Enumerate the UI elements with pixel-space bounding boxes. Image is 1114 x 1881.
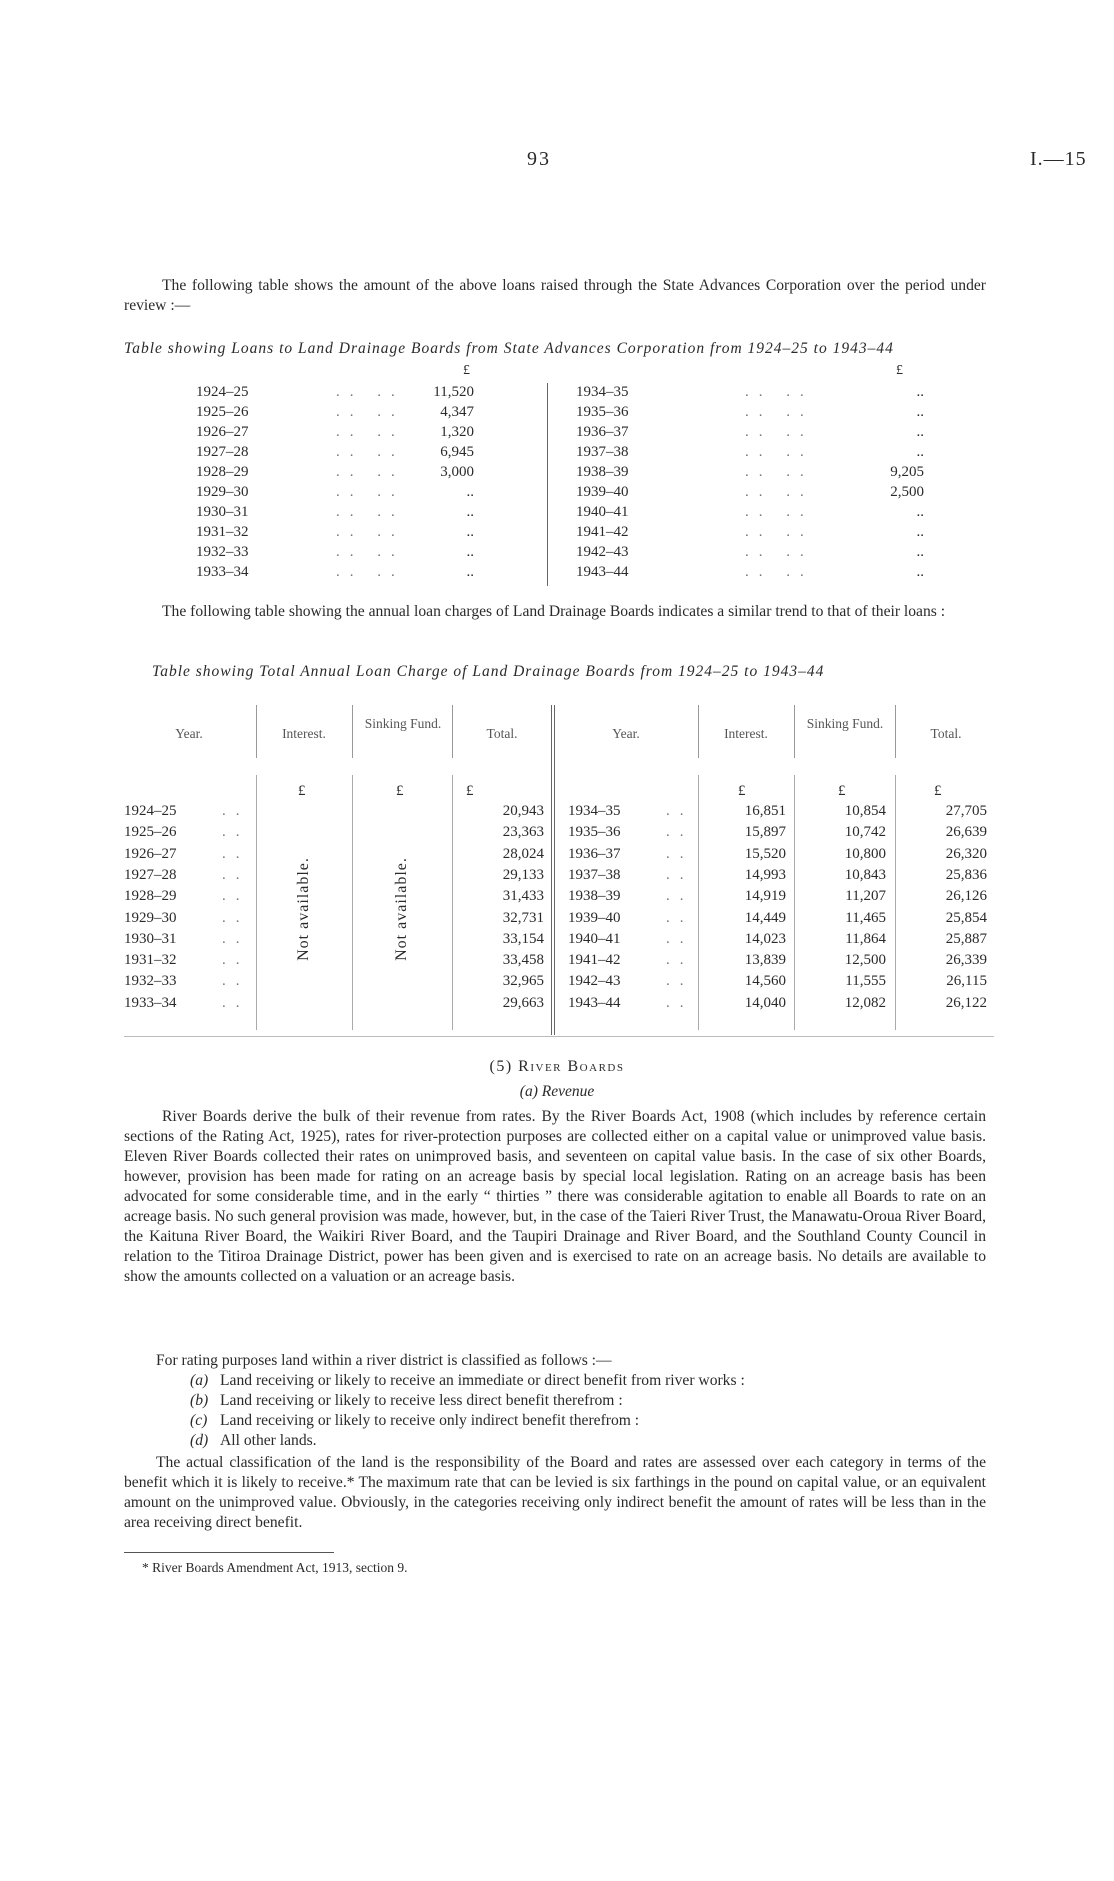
table1-value: .. (916, 384, 924, 400)
leader-dots: .. .. (745, 544, 814, 560)
leader-dots: .. .. (745, 484, 814, 500)
t2-header-interest-left: Interest. (282, 726, 326, 741)
table2-interest: 15,520 (744, 846, 786, 862)
list-item-label: (d) (190, 1432, 209, 1449)
table1-caption: Table showing Loans to Land Drainage Boards from State Advances Corporation from 1924–25 to 1943–44 (124, 340, 894, 357)
leader-dots: .. (666, 888, 694, 904)
table1-year: 1930–31 (196, 504, 249, 520)
table1-value: 2,500 (890, 484, 924, 500)
leader-dots: .. .. (745, 384, 814, 400)
table2-total: 27,705 (945, 803, 987, 819)
t2-header-sinking-right: Sinking Fund. (806, 716, 884, 731)
table2-interest: 13,839 (744, 952, 786, 968)
leader-dots: .. .. (745, 424, 814, 440)
table1-year: 1934–35 (576, 384, 629, 400)
intro-paragraph-2: The following table showing the annual loan charges of Land Drainage Boards indicates a similar trend to that of their loans : (162, 603, 946, 620)
t2-header-total-left: Total. (486, 726, 518, 741)
t2-header-year-right: Year. (612, 726, 640, 741)
table2-year: 1936–37 (568, 846, 621, 862)
t2-header-year-left: Year. (175, 726, 203, 741)
table2-sinking: 11,864 (845, 931, 886, 947)
table2-total: 20,943 (502, 803, 544, 819)
classification-paragraph: The actual classification of the land is the responsibility of the Board and rates are assessed over each category in terms of the benefit which it is likely to receive.* The maximum rate that can be levied is six farthings in the pound on capital value, or an equivalent amount on the unimproved value. Obviously, in the categories receiving only indirect benefit the amount of rates will be less than in the area receiving direct benefit. (124, 1454, 986, 1531)
table2-total: 33,154 (502, 931, 544, 947)
list-item (190, 1411, 986, 1431)
table2-total: 26,639 (945, 824, 987, 840)
table1-year: 1931–32 (196, 524, 249, 540)
table2-sinking: 11,555 (845, 973, 886, 989)
table1-value: .. (916, 404, 924, 420)
leader-dots: .. (222, 846, 250, 862)
table2-year: 1930–31 (124, 931, 177, 947)
table1-value: .. (466, 544, 474, 560)
leader-dots: .. (222, 973, 250, 989)
table2-interest: 14,040 (744, 995, 786, 1011)
table1-year: 1940–41 (576, 504, 629, 520)
table2-total: 26,320 (945, 846, 987, 862)
table1-year: 1927–28 (196, 444, 249, 460)
leader-dots: .. .. (336, 424, 405, 440)
leader-dots: .. (222, 867, 250, 883)
table2-year: 1943–44 (568, 995, 621, 1011)
table2-total: 26,115 (946, 973, 987, 989)
table2-sinking: 12,500 (844, 952, 886, 968)
table1-currency-right: £ (896, 363, 903, 378)
list-item-text: Land receiving or likely to receive only indirect benefit therefrom : (220, 1412, 640, 1429)
table2-total: 23,363 (502, 824, 544, 840)
table1-value: 6,945 (440, 444, 474, 460)
t2-header-sinking-left: Sinking Fund. (364, 716, 442, 731)
table1-value: 1,320 (440, 424, 474, 440)
table2-total: 25,887 (945, 931, 987, 947)
table1-year: 1932–33 (196, 544, 249, 560)
leader-dots: .. .. (336, 384, 405, 400)
table2-interest: 14,449 (744, 910, 786, 926)
sinking-not-available: Not available. (393, 857, 410, 961)
table2-interest: 14,919 (744, 888, 786, 904)
t2-currency-total-left: £ (466, 783, 474, 799)
list-item (190, 1371, 986, 1391)
table1-year: 1936–37 (576, 424, 629, 440)
table1-year: 1929–30 (196, 484, 249, 500)
leader-dots: .. (222, 995, 250, 1011)
table1-value: .. (916, 524, 924, 540)
table2-interest: 14,023 (744, 931, 786, 947)
list-item-text: Land receiving or likely to receive less direct benefit therefrom : (220, 1392, 623, 1409)
table1-year: 1939–40 (576, 484, 629, 500)
table2-total: 31,433 (502, 888, 544, 904)
leader-dots: .. .. (336, 484, 405, 500)
table2-year: 1938–39 (568, 888, 621, 904)
leader-dots: .. .. (745, 504, 814, 520)
table1-value: .. (466, 564, 474, 580)
table1-value: .. (916, 544, 924, 560)
leader-dots: .. (666, 973, 694, 989)
section-title: (5) River Boards (489, 1058, 625, 1075)
table1-value: 9,205 (890, 464, 924, 480)
leader-dots: .. .. (336, 544, 405, 560)
table2-total: 25,854 (945, 910, 987, 926)
t2-currency-sinking-right: £ (838, 783, 846, 799)
classification-list (190, 1371, 986, 1451)
table2-year: 1940–41 (568, 931, 621, 947)
table1-value: .. (916, 444, 924, 460)
table2-sinking: 11,207 (845, 888, 886, 904)
table1-year: 1943–44 (576, 564, 629, 580)
table2-interest: 14,560 (744, 973, 786, 989)
table1-year: 1937–38 (576, 444, 629, 460)
leader-dots: .. (222, 931, 250, 947)
table1-value: .. (466, 524, 474, 540)
t2-currency-sinking-left: £ (396, 783, 404, 799)
table2-sinking: 12,082 (844, 995, 886, 1011)
leader-dots: .. (666, 867, 694, 883)
table1-value: .. (466, 504, 474, 520)
t2-currency-interest-left: £ (298, 783, 306, 799)
table2-total: 25,836 (945, 867, 987, 883)
table1-value: .. (466, 484, 474, 500)
table2-year: 1942–43 (568, 973, 621, 989)
t2-currency-interest-right: £ (738, 783, 746, 799)
table2-year: 1934–35 (568, 803, 621, 819)
list-item-text: Land receiving or likely to receive an immediate or direct benefit from river works : (220, 1372, 745, 1389)
table2-year: 1924–25 (124, 803, 177, 819)
table2-year: 1935–36 (568, 824, 621, 840)
leader-dots: .. .. (336, 504, 405, 520)
table1-value: 3,000 (440, 464, 474, 480)
leader-dots: .. (666, 846, 694, 862)
intro-paragraph-1: The following table shows the amount of the above loans raised through the State Advances Corporation over the period under review :— (124, 277, 986, 314)
footnote: * River Boards Amendment Act, 1913, section 9. (142, 1560, 408, 1575)
table2-sinking: 10,800 (844, 846, 886, 862)
table2-year: 1933–34 (124, 995, 177, 1011)
table2-year: 1925–26 (124, 824, 177, 840)
table2-year: 1937–38 (568, 867, 621, 883)
list-item-text: All other lands. (220, 1432, 317, 1449)
table2-total: 26,126 (945, 888, 987, 904)
leader-dots: .. .. (745, 564, 814, 580)
table2-caption: Table showing Total Annual Loan Charge of Land Drainage Boards from 1924–25 to 1943–44 (152, 663, 825, 680)
leader-dots: .. (222, 910, 250, 926)
table1-year: 1925–26 (196, 404, 249, 420)
section-subtitle: (a) Revenue (519, 1083, 595, 1100)
leader-dots: .. (666, 952, 694, 968)
table2-year: 1926–27 (124, 846, 177, 862)
table2-sinking: 10,742 (844, 824, 886, 840)
leader-dots: .. .. (745, 444, 814, 460)
table2-total: 29,133 (502, 867, 544, 883)
table2-total: 29,663 (502, 995, 544, 1011)
t2-header-total-right: Total. (930, 726, 962, 741)
table2-interest: 16,851 (744, 803, 786, 819)
leader-dots: .. (666, 995, 694, 1011)
leader-dots: .. .. (336, 404, 405, 420)
list-item-label: (a) (190, 1372, 209, 1389)
interest-not-available: Not available. (295, 857, 312, 961)
leader-dots: .. (222, 824, 250, 840)
list-item-label: (c) (190, 1412, 208, 1429)
table1-year: 1935–36 (576, 404, 629, 420)
leader-dots: .. (666, 910, 694, 926)
table1-year: 1924–25 (196, 384, 249, 400)
leader-dots: .. .. (336, 444, 405, 460)
table2-total: 32,965 (502, 973, 544, 989)
list-item-label: (b) (190, 1392, 209, 1409)
table2-interest: 14,993 (744, 867, 786, 883)
table1-value: .. (916, 564, 924, 580)
table2-interest: 15,897 (744, 824, 786, 840)
leader-dots: .. (666, 931, 694, 947)
table1-divider (547, 383, 548, 586)
document-code: I.—15 (1030, 148, 1087, 170)
leader-dots: .. (222, 888, 250, 904)
table1-year: 1941–42 (576, 524, 629, 540)
table1-value: 11,520 (433, 384, 474, 400)
list-item (190, 1391, 986, 1411)
table2-year: 1928–29 (124, 888, 177, 904)
list-item (190, 1431, 986, 1451)
table1-year: 1928–29 (196, 464, 249, 480)
leader-dots: .. .. (745, 404, 814, 420)
leader-dots: .. .. (745, 464, 814, 480)
table1-year: 1933–34 (196, 564, 249, 580)
leader-dots: .. .. (336, 524, 405, 540)
classification-intro: For rating purposes land within a river district is classified as follows :— (156, 1352, 612, 1369)
table2-total: 28,024 (502, 846, 544, 862)
leader-dots: .. .. (745, 524, 814, 540)
table1-value: .. (916, 504, 924, 520)
leader-dots: .. (222, 803, 250, 819)
table2-sinking: 10,854 (844, 803, 886, 819)
table2-total: 26,122 (945, 995, 987, 1011)
table2-year: 1927–28 (124, 867, 177, 883)
leader-dots: .. (666, 824, 694, 840)
table2-sinking: 10,843 (844, 867, 886, 883)
table2-total: 33,458 (502, 952, 544, 968)
leader-dots: .. .. (336, 564, 405, 580)
table2-total: 32,731 (502, 910, 544, 926)
revenue-paragraph: River Boards derive the bulk of their revenue from rates. By the River Boards Act, 1908 (which includes by reference certain sections of the Rating Act, 1925), rates for river-protection purposes are collected either on a capital value or unimproved value basis. Eleven River Boards collected their rates on unimproved basis, and seventeen on capital value basis. In the case of six other Boards, however, provision has been made for rating on an acreage basis by special local legislation. Rating on an acreage basis has been advocated for some considerable time, and in the early “ thirties ” there was considerable agitation to enable all Boards to rate on an acreage basis. No such general provision was made, however, but, in the case of the Taieri River Trust, the Manawatu-Oroua River Board, the Kaituna River Board, the Waikiri River Board, and the Taupiri Drainage and River Board, and the Southland County Council in relation to the Titiroa Drainage District, power has been given and is exercised to rate on an acreage basis. No details are available to show the amounts collected on a valuation or an acreage basis. (124, 1108, 986, 1285)
footnote-rule (124, 1552, 334, 1553)
table2-sinking: 11,465 (845, 910, 886, 926)
table1-value: .. (916, 424, 924, 440)
leader-dots: .. .. (336, 464, 405, 480)
table1-year: 1938–39 (576, 464, 629, 480)
table2-year: 1939–40 (568, 910, 621, 926)
table1-year: 1942–43 (576, 544, 629, 560)
table2-total: 26,339 (945, 952, 987, 968)
table2-year: 1941–42 (568, 952, 621, 968)
page-number: 93 (527, 148, 551, 170)
table2-year: 1931–32 (124, 952, 177, 968)
table2-year: 1929–30 (124, 910, 177, 926)
table2-year: 1932–33 (124, 973, 177, 989)
leader-dots: .. (222, 952, 250, 968)
t2-currency-total-right: £ (934, 783, 942, 799)
table1-year: 1926–27 (196, 424, 249, 440)
table1-currency-left: £ (463, 363, 470, 378)
t2-header-interest-right: Interest. (724, 726, 768, 741)
leader-dots: .. (666, 803, 694, 819)
table1-value: 4,347 (440, 404, 474, 420)
